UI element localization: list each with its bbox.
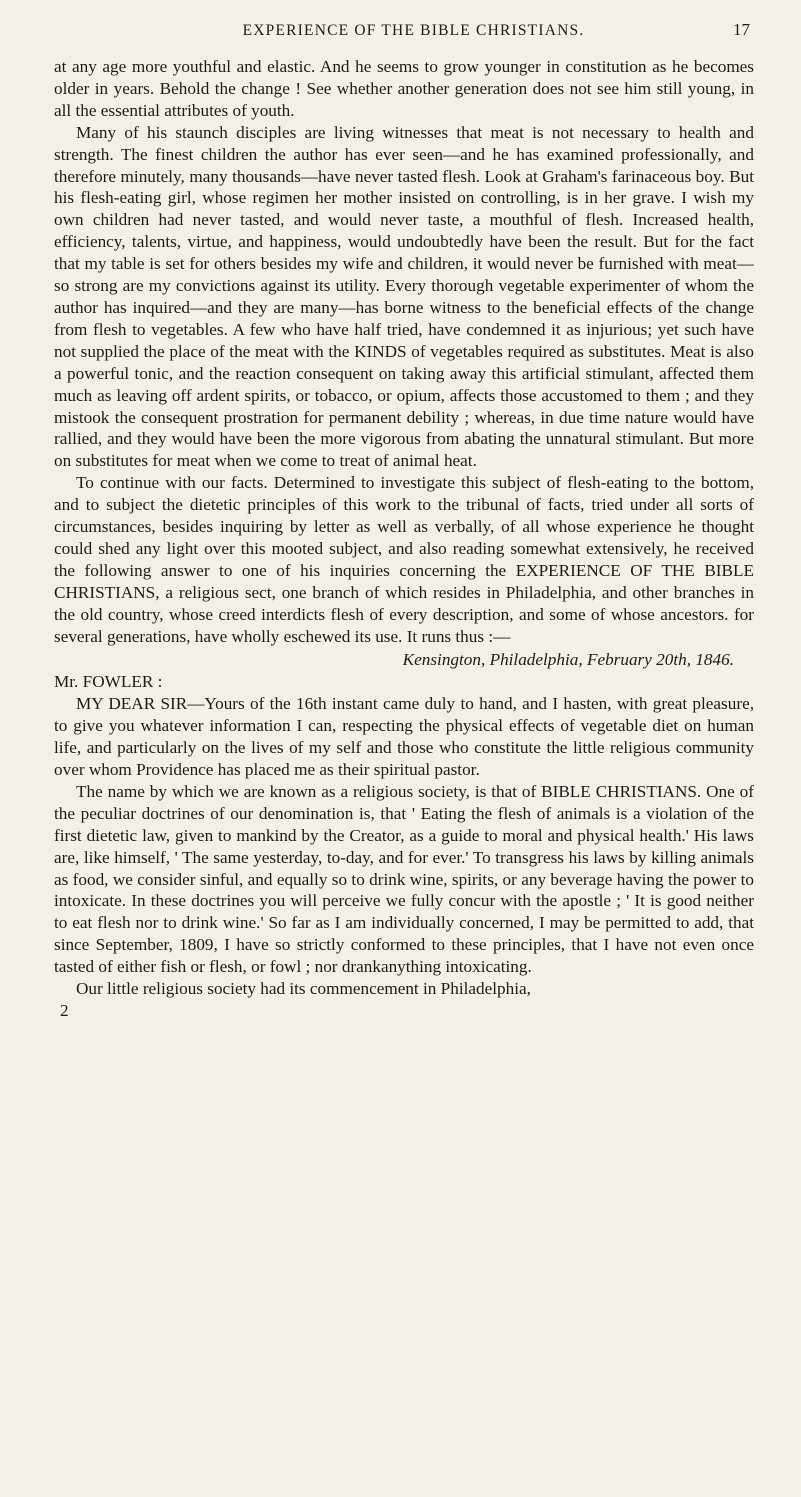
running-head: EXPERIENCE OF THE BIBLE CHRISTIANS. bbox=[242, 22, 585, 39]
body-text bbox=[54, 56, 754, 1022]
letter-dateline: Kensington, Philadelphia, February 20th, 1846. bbox=[402, 650, 734, 670]
letter-paragraph: MY DEAR SIR—Yours of the 16th instant came duly to hand, and I hasten, with great pleasure, to give you whatever information I can, respecting the physical effects of vegetable diet on human life, and particularly on the lives of my self and those who constitute the little religious community over whom Providence has placed me as their spiritual pastor. bbox=[54, 694, 754, 779]
letter-paragraph: The name by which we are known as a religious society, is that of BIBLE CHRISTIANS. One of the peculiar doctrines of our denomination is, that ' Eating the flesh of animals is a violation of the first dietetic law, given to mankind by the Creator, as a guide to moral and physical health.' His laws are, like himself, ' The same yesterday, to-day, and for ever.' To transgress his laws by killing animals as food, we consider sinful, and equally so to drink wine, spirits, or any beverage having the power to intoxicate. In these doctrines you will perceive we fully concur with the apostle ; ' It is good neither to eat flesh nor to drink wine.' So far as I am individually concerned, I may be permitted to add, that since September, 1809, I have so strictly conformed to these principles, that I have not even once tasted of either fish or flesh, or fowl ; nor drankanything intoxicating. bbox=[54, 781, 754, 977]
signature-mark: 2 bbox=[60, 1000, 69, 1020]
book-page bbox=[54, 20, 754, 1480]
letter-paragraph: Our little religious society had its commencement in Philadelphia, bbox=[76, 979, 531, 999]
page-header bbox=[54, 20, 754, 46]
page-number: 17 bbox=[733, 20, 750, 39]
paragraph: Many of his staunch disciples are living witnesses that meat is not necessary to health and strength. The finest children the author has ever seen—and he has examined professionally, and therefore minutely, many thousands—have never tasted flesh. Look at Graham's farinaceous boy. But his flesh-eating girl, whose regimen her mother insisted on controlling, is in her grave. I wish my own children had never tasted, and would never taste, a mouthful of flesh. Increased health, efficiency, talents, virtue, and happiness, would undoubtedly have been the result. But for the fact that my table is set for others besides my wife and children, it would never be furnished with meat—so strong are my convictions against its utility. Every thorough vegetable experimenter of whom the author has inquired—and they are many—has borne witness to the beneficial effects of the change from flesh to vegetables. A few who have half tried, have condemned it as injurious; yet such have not supplied the place of the meat with the KINDS of vegetables required as substitutes. Meat is also a powerful tonic, and the reaction consequent on taking away this artificial stimulant, affected them much as leaving off ardent spirits, or tobacco, or opium, affects those accustomed to them ; and they mistook the consequent prostration for permanent debility ; whereas, in due time nature would have rallied, and they would have been the more vigorous from abating the unnatural stimulant. But more on substitutes for meat when we come to treat of animal heat. bbox=[54, 122, 754, 471]
letter-addressee: Mr. FOWLER : bbox=[54, 672, 163, 692]
paragraph: at any age more youthful and elastic. And he seems to grow younger in constitution as he becomes older in years. Behold the change ! See whether another generation does not see him still young, in all the essential attributes of youth. bbox=[54, 57, 754, 120]
paragraph: To continue with our facts. Determined to investigate this subject of flesh-eating to the bottom, and to subject the dietetic principles of this work to the tribunal of facts, tried under all sorts of circumstances, besides inquiring by letter as well as verbally, of all whose experience he thought could shed any light over this mooted subject, and also reading somewhat extensively, he received the following answer to one of his inquiries concerning the EXPERIENCE OF THE BIBLE CHRISTIANS, a religious sect, one branch of which resides in Philadelphia, and other branches in the old country, whose creed interdicts flesh of every description, and some of whose ancestors. for several generations, have wholly eschewed its use. It runs thus :— bbox=[54, 473, 754, 646]
